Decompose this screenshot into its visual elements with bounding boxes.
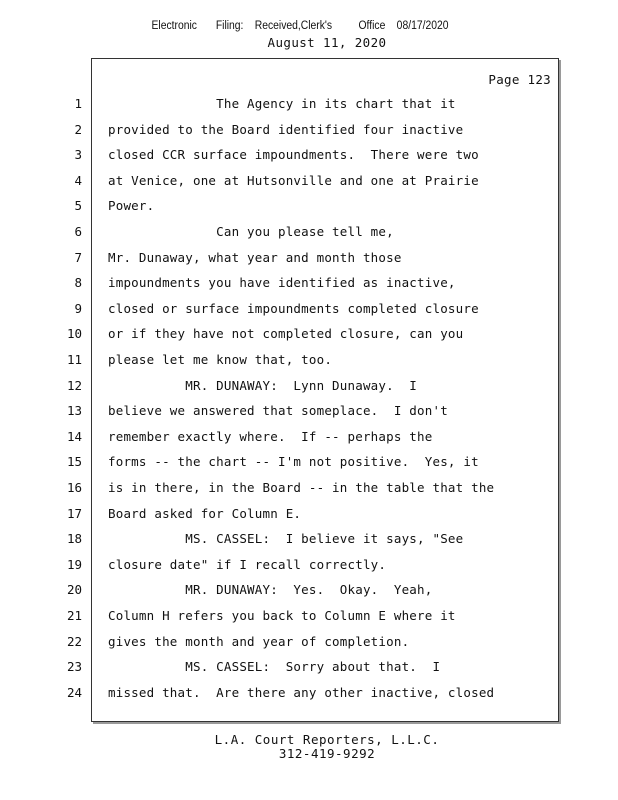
- line-number: 12: [66, 377, 82, 393]
- line-number: 16: [66, 480, 82, 495]
- line-number: 2: [74, 121, 82, 137]
- line-text: remember exactly where. If -- perhaps the: [108, 428, 433, 444]
- line-number: 10: [66, 326, 82, 342]
- hearing-date: August 11, 2020: [267, 35, 387, 50]
- line-text: missed that. Are there any other inactive, closed: [108, 684, 495, 700]
- reporter-company: L.A. Court Reporters, L.L.C.: [214, 732, 440, 747]
- line-text: forms -- the chart -- I'm not positive. Yes, it: [108, 454, 479, 470]
- line-number: 5: [74, 198, 82, 214]
- line-number: 4: [74, 172, 82, 188]
- line-text: Mr. Dunaway, what year and month those: [108, 249, 402, 265]
- line-number: 3: [74, 147, 82, 163]
- page-number: Page 123: [488, 72, 551, 87]
- transcript-page: [66, 58, 559, 722]
- line-text: gives the month and year of completion.: [108, 633, 410, 649]
- line-text: MS. CASSEL: Sorry about that. I: [108, 659, 441, 675]
- line-number: 15: [66, 454, 82, 470]
- line-text: closed CCR surface impoundments. There were two: [108, 147, 479, 163]
- line-number: 19: [66, 556, 82, 572]
- line-text: Board asked for Column E.: [108, 505, 302, 521]
- line-number: 6: [74, 224, 82, 239]
- line-number: 11: [66, 352, 82, 367]
- line-text: provided to the Board identified four inactive: [108, 121, 464, 137]
- line-text: Power.: [108, 198, 155, 214]
- line-text: closed or surface impoundments completed closure: [108, 300, 479, 316]
- line-text: impoundments you have identified as inactive,: [108, 275, 456, 291]
- line-text: Column H refers you back to Column E where it: [108, 608, 456, 623]
- footer: [0, 733, 618, 761]
- line-text: at Venice, one at Hutsonville and one at Prairie: [108, 172, 479, 188]
- efiling-stamp: Electronic Filing: Received,Clerk's Office 08/17/2020: [151, 20, 449, 32]
- line-text: MS. CASSEL: I believe it says, "See: [108, 531, 464, 547]
- line-text: is in there, in the Board -- in the table that the: [108, 480, 495, 495]
- line-number: 14: [66, 428, 82, 444]
- line-number: 8: [74, 275, 82, 291]
- reporter-phone: 312-419-9292: [278, 746, 376, 761]
- line-number: 7: [74, 249, 82, 265]
- line-text: believe we answered that someplace. I don't: [108, 403, 448, 419]
- line-number: 24: [66, 684, 82, 700]
- line-number: 13: [66, 403, 82, 419]
- line-number: 22: [66, 633, 82, 649]
- line-number: 18: [66, 531, 82, 547]
- line-number: 21: [66, 608, 82, 623]
- line-text: closure date" if I recall correctly.: [108, 556, 387, 572]
- line-number: 17: [66, 505, 82, 521]
- line-number: 1: [74, 96, 82, 111]
- line-text: Can you please tell me,: [108, 224, 394, 239]
- line-text: MR. DUNAWAY: Lynn Dunaway. I: [108, 377, 418, 393]
- line-text: or if they have not completed closure, can you: [108, 326, 464, 342]
- line-number: 9: [74, 300, 82, 316]
- line-text: MR. DUNAWAY: Yes. Okay. Yeah,: [108, 582, 433, 598]
- line-text: The Agency in its chart that it: [108, 96, 456, 111]
- line-number: 20: [66, 582, 82, 598]
- line-number: 23: [66, 659, 82, 675]
- line-text: please let me know that, too.: [108, 352, 333, 367]
